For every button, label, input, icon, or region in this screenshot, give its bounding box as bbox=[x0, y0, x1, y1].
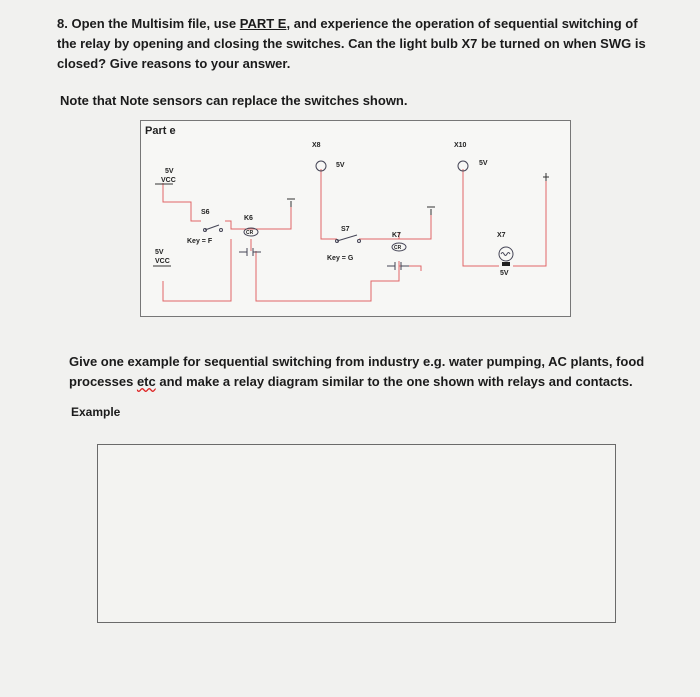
ground-k7-icon bbox=[427, 207, 435, 215]
example-label: Example bbox=[71, 405, 121, 419]
x7-label: X7 bbox=[497, 232, 506, 239]
k6-label: K6 bbox=[244, 215, 253, 222]
wire-k7-contact bbox=[399, 266, 421, 271]
k7-label: K7 bbox=[392, 232, 401, 239]
wire-s6-k6 bbox=[225, 207, 291, 229]
k6-cr: CR bbox=[246, 230, 254, 236]
circuit-schematic bbox=[141, 121, 570, 316]
wire-vcc-bottom bbox=[163, 239, 231, 301]
wire-x8 bbox=[321, 169, 337, 239]
s6-key: Key = F bbox=[187, 238, 213, 245]
question2-etc: etc bbox=[136, 374, 156, 389]
question2-prefix: Give one example for sequential switching from industry e.g. water pumping, AC plants, food processes bbox=[69, 354, 645, 389]
vcc-bottom-voltage: 5V bbox=[155, 249, 164, 256]
circuit-title: Part e bbox=[145, 125, 176, 137]
question2-suffix: and make a relay diagram similar to the one shown with relays and contacts. bbox=[155, 374, 633, 389]
x7-bulb-icon bbox=[499, 247, 513, 266]
vcc-top-voltage: 5V bbox=[165, 168, 174, 175]
question-text-prefix: 8. Open the Multisim file, use bbox=[57, 16, 240, 31]
vcc-top-label: VCC bbox=[161, 177, 176, 184]
k7-cr: CR bbox=[394, 245, 402, 251]
wire-x7-right bbox=[513, 181, 546, 266]
wire-x10 bbox=[463, 169, 481, 266]
s7-label: S7 bbox=[341, 226, 350, 233]
question-8 bbox=[57, 14, 657, 74]
x10-label: X10 bbox=[454, 142, 467, 149]
question-2 bbox=[69, 352, 659, 392]
part-e-link[interactable]: PART E bbox=[239, 16, 287, 31]
s6-label: S6 bbox=[201, 209, 210, 216]
answer-box[interactable] bbox=[97, 444, 616, 623]
wire-vcc-top bbox=[163, 183, 201, 221]
circuit-diagram bbox=[140, 120, 571, 317]
circuit-wires bbox=[163, 169, 546, 301]
wire-k6-contact bbox=[251, 239, 399, 301]
s7-key: Key = G bbox=[327, 255, 354, 262]
x8-voltage: 5V bbox=[336, 162, 345, 169]
s6-switch-icon bbox=[204, 225, 223, 232]
s7-switch-icon bbox=[336, 235, 361, 243]
x8-label: X8 bbox=[312, 142, 321, 149]
vcc-bottom-label: VCC bbox=[155, 258, 170, 265]
question-text-suffix: , and experience the operation of sequential switching of the relay by opening and closing the switches. Can the light bulb X7 be turned on when SWG is closed? Give reasons to your answer. bbox=[57, 16, 646, 71]
x7-voltage: 5V bbox=[500, 270, 509, 277]
x10-voltage: 5V bbox=[479, 160, 488, 167]
ground-x7-icon bbox=[543, 173, 549, 181]
note-text: Note that Note sensors can replace the switches shown. bbox=[60, 93, 408, 108]
ground-k6-icon bbox=[287, 199, 295, 207]
